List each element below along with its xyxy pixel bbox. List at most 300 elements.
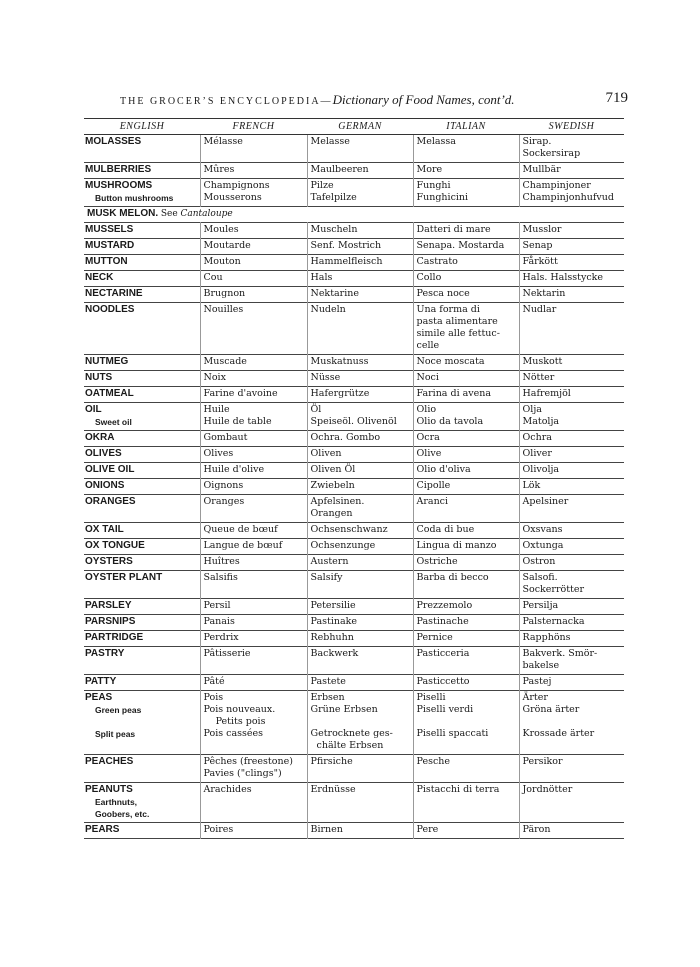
cell-line: Pfirsiche [310, 756, 353, 767]
cell-german [307, 255, 413, 271]
cell-line: OLIVE OIL [85, 464, 135, 475]
cell-german [307, 431, 413, 447]
table-row [84, 223, 624, 239]
cell-german [307, 387, 413, 403]
cell-italian [413, 223, 519, 239]
cell-german [307, 555, 413, 571]
cell-line: Oliven [310, 448, 342, 459]
cell-line: PEACHES [85, 756, 134, 767]
cell-german [307, 691, 413, 755]
cell-french [200, 555, 307, 571]
cell-german [307, 163, 413, 179]
cell-line: Farina di avena [416, 388, 492, 399]
cross-reference-term: MUSK MELON. [87, 208, 159, 219]
cell-line: Palsternacka [522, 616, 585, 627]
cell-line: PASTRY [85, 648, 125, 659]
cell-italian [413, 255, 519, 271]
cell-line: Speiseöl. Olivenöl [310, 416, 397, 427]
cell-swedish [519, 463, 624, 479]
cell-french [200, 163, 307, 179]
cell-line: Olio d'oliva [416, 464, 471, 475]
cell-line: MUTTON [85, 256, 128, 267]
table-row [84, 755, 624, 783]
cell-line: bakelse [522, 660, 560, 671]
cell-english [84, 371, 200, 387]
cell-line: Champignons [203, 180, 270, 191]
cell-line: NUTMEG [85, 356, 129, 367]
cell-german [307, 479, 413, 495]
cell-italian [413, 135, 519, 163]
cell-line: MOLASSES [85, 136, 142, 147]
table-row [84, 495, 624, 523]
cell-english [84, 571, 200, 599]
cell-italian [413, 539, 519, 555]
cell-line: Nötter [522, 372, 555, 383]
cell-german [307, 631, 413, 647]
cell-swedish [519, 571, 624, 599]
cell-italian [413, 355, 519, 371]
cell-line: PARSNIPS [85, 616, 136, 627]
cell-line: Mûres [203, 164, 235, 175]
table-row [84, 403, 624, 431]
cell-line: NOODLES [85, 304, 135, 315]
sub-entry [85, 716, 197, 728]
cell-english [84, 539, 200, 555]
cell-line: Oranges [203, 496, 245, 507]
cell-line: Piselli [416, 692, 446, 703]
cell-french [200, 523, 307, 539]
cell-french [200, 403, 307, 431]
cell-line: Persil [203, 600, 231, 611]
cell-german [307, 599, 413, 615]
sub-entry: Split peas [95, 729, 136, 739]
cell-line: Pastete [310, 676, 346, 687]
cell-line: Perdrix [203, 632, 239, 643]
cell-german [307, 179, 413, 207]
cell-english [84, 223, 200, 239]
cell-line: Ärter [522, 692, 548, 703]
cell-line: Mullbär [522, 164, 561, 175]
cell-line: Arachides [203, 784, 252, 795]
cell-english [84, 495, 200, 523]
cell-italian [413, 823, 519, 839]
cell-german [307, 447, 413, 463]
table-row [84, 539, 624, 555]
cell-italian [413, 387, 519, 403]
cell-french [200, 431, 307, 447]
cell-german [307, 223, 413, 239]
cell-french [200, 303, 307, 355]
cell-line: OATMEAL [85, 388, 134, 399]
cell-line: Rapphöns [522, 632, 571, 643]
cell-line: Hafremjöl [522, 388, 571, 399]
cell-english [84, 479, 200, 495]
cell-line: PEAS [85, 692, 113, 703]
cell-line: Sockersirap [522, 148, 581, 159]
cell-line: Pâtisserie [203, 648, 251, 659]
cell-line: Olio [416, 404, 437, 415]
cell-line: Ochsenschwanz [310, 524, 388, 535]
cell-line: Ostriche [416, 556, 458, 567]
cell-swedish [519, 387, 624, 403]
cell-line: MULBERRIES [85, 164, 152, 175]
cell-line: Pois nouveaux. [203, 704, 276, 715]
cell-line: Langue de bœuf [203, 540, 283, 551]
cell-english [84, 355, 200, 371]
cell-line: Salsify [310, 572, 343, 583]
cell-line: Rebhuhn [310, 632, 354, 643]
cell-italian [413, 463, 519, 479]
cell-line: Castrato [416, 256, 458, 267]
cell-swedish [519, 479, 624, 495]
cell-line: ORANGES [85, 496, 136, 507]
cell-line: Apelsiner [522, 496, 569, 507]
table-row [84, 691, 624, 755]
cell-line: Pilze [310, 180, 334, 191]
cell-line: Melasse [310, 136, 350, 147]
cell-italian [413, 555, 519, 571]
cell-french [200, 783, 307, 823]
cell-line: Oxsvans [522, 524, 563, 535]
cell-line [417, 716, 516, 728]
table-row [84, 255, 624, 271]
cell-line: Zwiebeln [310, 480, 355, 491]
cell-line: Oxtunga [522, 540, 564, 551]
cell-line: Persilja [522, 600, 559, 611]
cell-line: OX TAIL [85, 524, 124, 535]
cell-french [200, 571, 307, 599]
cell-line: Piselli spaccati [416, 728, 489, 739]
cell-italian [413, 599, 519, 615]
table-row [84, 675, 624, 691]
cell-french [200, 631, 307, 647]
cell-english [84, 631, 200, 647]
cell-french [200, 371, 307, 387]
cell-german [307, 135, 413, 163]
cell-italian [413, 371, 519, 387]
cell-line: Cou [203, 272, 223, 283]
cell-line: Orangen [310, 508, 353, 519]
cell-line: Funghi [416, 180, 451, 191]
cell-french [200, 647, 307, 675]
cell-line: Piselli verdi [416, 704, 474, 715]
cell-line: Moules [203, 224, 239, 235]
cell-italian [413, 287, 519, 303]
cell-german [307, 783, 413, 823]
cell-line: Pernice [416, 632, 453, 643]
cell-swedish [519, 647, 624, 675]
cell-italian [413, 523, 519, 539]
cell-swedish [519, 631, 624, 647]
cell-line: Hafergrütze [310, 388, 370, 399]
cell-line: Senapa. Mostarda [416, 240, 505, 251]
cell-line: celle [416, 340, 440, 351]
table-row [84, 555, 624, 571]
cell-english [84, 463, 200, 479]
table-row [84, 631, 624, 647]
cell-swedish [519, 303, 624, 355]
cell-swedish [519, 599, 624, 615]
cell-line: Erdnüsse [310, 784, 356, 795]
cell-line: MUSSELS [85, 224, 134, 235]
cell-french [200, 539, 307, 555]
cell-line: Pavies ("clings") [203, 768, 282, 779]
cell-german [307, 675, 413, 691]
cell-line: Poires [203, 824, 234, 835]
cell-french [200, 223, 307, 239]
cell-french [200, 495, 307, 523]
cell-line: Hals [310, 272, 333, 283]
table-row [84, 135, 624, 163]
cell-french [200, 387, 307, 403]
table-row [84, 371, 624, 387]
page-number: 719 [605, 90, 628, 106]
cell-line: Getrocknete ges- [310, 728, 393, 739]
column-header-german: GERMAN [307, 119, 413, 135]
cell-french [200, 355, 307, 371]
cell-german [307, 403, 413, 431]
table-row [84, 207, 624, 223]
cell-french [200, 691, 307, 755]
column-header-swedish: SWEDISH [519, 119, 624, 135]
cell-line: Krossade ärter [522, 728, 595, 739]
cell-line: Pois [203, 692, 224, 703]
cell-line: Oliven Öl [310, 464, 356, 475]
cell-german [307, 271, 413, 287]
cell-line: OLIVES [85, 448, 122, 459]
cell-line: Persikor [522, 756, 563, 767]
table-row [84, 615, 624, 631]
cell-line: Pêches (freestone) [203, 756, 293, 767]
cell-swedish [519, 431, 624, 447]
table-row [84, 571, 624, 599]
cell-line: Musslor [522, 224, 562, 235]
cell-line: Panais [203, 616, 235, 627]
running-head: THE GROCER’S ENCYCLOPEDIA— [120, 96, 333, 107]
cell-swedish [519, 271, 624, 287]
table-row [84, 823, 624, 839]
cell-line: Muscade [203, 356, 247, 367]
cell-italian [413, 571, 519, 599]
sub-entry: Sweet oil [95, 417, 132, 427]
sub-entry: Earthnuts, [95, 797, 138, 807]
cell-german [307, 571, 413, 599]
cell-german [307, 371, 413, 387]
header-row [84, 119, 624, 135]
cell-swedish [519, 539, 624, 555]
cell-line: More [416, 164, 443, 175]
cell-german [307, 523, 413, 539]
cell-english [84, 431, 200, 447]
cell-swedish [519, 691, 624, 755]
cell-english [84, 403, 200, 431]
cell-swedish [519, 135, 624, 163]
cell-line: NECTARINE [85, 288, 143, 299]
cell-line: Petits pois [203, 716, 266, 727]
cell-german [307, 495, 413, 523]
table-row [84, 355, 624, 371]
cell-french [200, 675, 307, 691]
cell-french [200, 179, 307, 207]
cell-french [200, 287, 307, 303]
cell-english [84, 239, 200, 255]
cell-line: NECK [85, 272, 114, 283]
cell-swedish [519, 783, 624, 823]
table-row [84, 239, 624, 255]
cell-italian [413, 647, 519, 675]
cell-line: Aranci [416, 496, 449, 507]
cell-swedish [519, 223, 624, 239]
column-header-french: FRENCH [200, 119, 307, 135]
cell-italian [413, 479, 519, 495]
cell-line: Mouton [203, 256, 241, 267]
cell-line: Nektarine [310, 288, 359, 299]
cell-italian [413, 783, 519, 823]
cell-italian [413, 163, 519, 179]
cell-italian [413, 271, 519, 287]
table-row [84, 447, 624, 463]
cell-french [200, 271, 307, 287]
cell-line: Mélasse [203, 136, 243, 147]
cell-swedish [519, 371, 624, 387]
cell-line: Huile [203, 404, 230, 415]
cell-line: OX TONGUE [85, 540, 145, 551]
cell-italian [413, 303, 519, 355]
cell-french [200, 255, 307, 271]
cell-line: Moutarde [203, 240, 251, 251]
cell-swedish [519, 823, 624, 839]
cell-english [84, 555, 200, 571]
cell-line: Fårkött [522, 256, 558, 267]
cell-line: Pastinake [310, 616, 358, 627]
cell-english [84, 647, 200, 675]
cell-line: Hammelfleisch [310, 256, 383, 267]
cell-swedish [519, 239, 624, 255]
cell-line: Ocra [416, 432, 440, 443]
cell-line: Nouilles [203, 304, 244, 315]
table-row [84, 287, 624, 303]
cell-line: Pere [416, 824, 439, 835]
cell-line: Prezzemolo [416, 600, 473, 611]
table-row [84, 303, 624, 355]
cross-reference-cell [84, 207, 624, 223]
cell-line: Gröna ärter [522, 704, 580, 715]
cell-line: Nüsse [310, 372, 341, 383]
cell-german [307, 463, 413, 479]
cell-german [307, 539, 413, 555]
cell-swedish [519, 287, 624, 303]
cell-line: Olja [522, 404, 542, 415]
cell-french [200, 755, 307, 783]
cell-english [84, 447, 200, 463]
cell-line: Gombaut [203, 432, 248, 443]
cell-swedish [519, 355, 624, 371]
cell-english [84, 387, 200, 403]
column-header-italian: ITALIAN [413, 119, 519, 135]
cell-line: Farine d'avoine [203, 388, 278, 399]
cell-line: OKRA [85, 432, 115, 443]
cell-english [84, 523, 200, 539]
cell-line: Coda di bue [416, 524, 475, 535]
cell-line: Datteri di mare [416, 224, 491, 235]
table-body [84, 135, 624, 839]
cell-line: Champinjonhufvud [522, 192, 614, 203]
cell-swedish [519, 447, 624, 463]
cell-line: Huile de table [203, 416, 272, 427]
table-row [84, 431, 624, 447]
cell-line: Muskatnuss [310, 356, 369, 367]
table-row [84, 179, 624, 207]
cell-line: Pois cassées [203, 728, 264, 739]
cell-english [84, 271, 200, 287]
cell-line: Nudeln [310, 304, 346, 315]
cell-line: PARSLEY [85, 600, 132, 611]
cell-line: PARTRIDGE [85, 632, 144, 643]
table-row [84, 599, 624, 615]
cell-english [84, 823, 200, 839]
cell-english [84, 675, 200, 691]
sub-entry: Goobers, etc. [95, 809, 150, 819]
cell-line: Hals. Halsstycke [522, 272, 604, 283]
cell-english [84, 163, 200, 179]
cell-line: Matolja [522, 416, 560, 427]
table-row [84, 387, 624, 403]
cell-line: Cipolle [416, 480, 451, 491]
cell-german [307, 239, 413, 255]
cell-english [84, 255, 200, 271]
cell-line: Pastej [522, 676, 552, 687]
cell-german [307, 823, 413, 839]
cell-line: Erbsen [310, 692, 345, 703]
cell-line: Backwerk [310, 648, 359, 659]
cell-line: Petersilie [310, 600, 356, 611]
cell-line: Una forma di [416, 304, 480, 315]
cell-swedish [519, 163, 624, 179]
cell-french [200, 239, 307, 255]
cell-line: Muscheln [310, 224, 358, 235]
cell-line: Pistacchi di terra [416, 784, 500, 795]
cell-line: simile alle fettuc- [416, 328, 500, 339]
cell-line: Grüne Erbsen [310, 704, 378, 715]
page-title: Dictionary of Food Names, cont’d. [332, 92, 515, 107]
cell-line: MUSHROOMS [85, 180, 153, 191]
cell-line: Pasticceria [416, 648, 470, 659]
cell-line: Lök [522, 480, 541, 491]
cell-english [84, 287, 200, 303]
cell-italian [413, 447, 519, 463]
cell-line: Huile d'olive [203, 464, 265, 475]
cell-swedish [519, 255, 624, 271]
cell-line: Nudlar [522, 304, 557, 315]
cell-line: Olives [203, 448, 234, 459]
cell-german [307, 755, 413, 783]
cell-italian [413, 179, 519, 207]
cell-line: Lingua di manzo [416, 540, 497, 551]
cell-line: MUSTARD [85, 240, 135, 251]
cell-swedish [519, 675, 624, 691]
cell-line: Ochra. Gombo [310, 432, 381, 443]
cell-line: Pesche [416, 756, 451, 767]
cell-line: Senap [522, 240, 553, 251]
cell-line: Ostron [522, 556, 556, 567]
cell-line: Salsofi. [522, 572, 558, 583]
cell-line: Jordnötter [522, 784, 573, 795]
cell-french [200, 479, 307, 495]
cell-line: Oignons [203, 480, 244, 491]
cell-line: OYSTERS [85, 556, 133, 567]
cell-line: Mousserons [203, 192, 262, 203]
cell-line: OIL [85, 404, 102, 415]
